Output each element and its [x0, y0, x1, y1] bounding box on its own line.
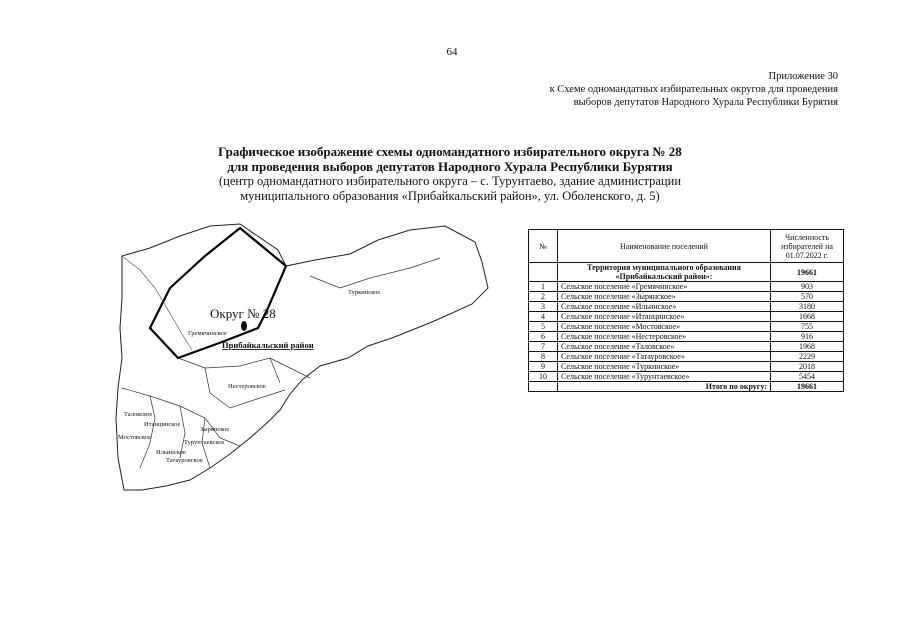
row-no: 5	[529, 322, 558, 332]
title-line-1: Графическое изображение схемы одномандатного избирательного округа № 28	[218, 144, 682, 159]
table-header-row	[529, 230, 844, 263]
row-no: 6	[529, 332, 558, 342]
page-number: 64	[446, 46, 458, 58]
appendix-line-2: к Схеме одномандатных избирательных округов для проведения	[549, 84, 838, 95]
row-value: 1668	[771, 312, 844, 322]
title-line-3: (центр одномандатного избирательного округа – с. Турунтаево, здание администрации	[218, 174, 682, 188]
label-turkinskoe: Туркинское	[348, 289, 381, 296]
table-row	[529, 372, 844, 382]
table-row	[529, 342, 844, 352]
row-value: 5454	[771, 372, 844, 382]
row-no: 10	[529, 372, 558, 382]
row-value: 3180	[771, 302, 844, 312]
label-ilyinskoe: Ильинское	[156, 449, 186, 456]
label-itancinskoe: Итанцинское	[144, 421, 181, 428]
table-row	[529, 282, 844, 292]
row-no: 8	[529, 352, 558, 362]
label-mostovskoe: Мостовское	[118, 434, 151, 441]
district-boundary	[150, 228, 286, 358]
header-no: №	[529, 230, 558, 263]
row-value: 755	[771, 322, 844, 332]
appendix-line-1: Приложение 30	[768, 71, 838, 82]
total-no	[529, 382, 558, 392]
lake-marker	[241, 321, 247, 331]
row-value: 2229	[771, 352, 844, 362]
row-value: 570	[771, 292, 844, 302]
population-table	[528, 229, 844, 392]
title-line-2: для проведения выборов депутатов Народного Хурала Республики Бурятия	[227, 159, 673, 174]
row-value: 1968	[771, 342, 844, 352]
row-no: 7	[529, 342, 558, 352]
table-row	[529, 312, 844, 322]
label-nesterovskoe: Нестеровское	[228, 383, 266, 390]
row-no: 3	[529, 302, 558, 312]
header-population: Численность избирателей на 01.07.2022 г.	[771, 230, 844, 263]
row-name: Сельское поселение «Таловское»	[558, 342, 771, 352]
appendix-line-3: выборов депутатов Народного Хурала Республики Бурятия	[573, 97, 838, 108]
label-tataurovskoe: Татауровское	[166, 457, 203, 464]
row-no: 4	[529, 312, 558, 322]
row-no: 1	[529, 282, 558, 292]
territory-row	[529, 263, 844, 282]
row-no: 2	[529, 292, 558, 302]
row-value: 903	[771, 282, 844, 292]
row-name: Сельское поселение «Туркинское»	[558, 362, 771, 372]
table-row	[529, 322, 844, 332]
row-value: 916	[771, 332, 844, 342]
row-name: Сельское поселение «Итанцинское»	[558, 312, 771, 322]
row-name: Сельское поселение «Гремячинское»	[558, 282, 771, 292]
territory-no	[529, 263, 558, 282]
district-map	[110, 218, 510, 498]
territory-label: Территория муниципального образования «Прибайкальский район»:	[558, 263, 771, 282]
label-turuntaevskoe: Турунтаевское	[184, 439, 225, 446]
row-name: Сельское поселение «Ильинское»	[558, 302, 771, 312]
table-row	[529, 352, 844, 362]
row-name: Сельское поселение «Татауровское»	[558, 352, 771, 362]
table-row	[529, 332, 844, 342]
table-row	[529, 302, 844, 312]
table-row	[529, 292, 844, 302]
table-row	[529, 362, 844, 372]
label-gremyachinskoe: Гремячинское	[188, 330, 227, 337]
row-name: Сельское поселение «Турунтаевское»	[558, 372, 771, 382]
header-name: Наименование поселений	[558, 230, 771, 263]
total-label: Итого по округу:	[558, 382, 771, 392]
total-row	[529, 382, 844, 392]
region-label: Прибайкальский район	[222, 340, 314, 350]
label-talovskoe: Таловское	[124, 411, 153, 418]
district-label: Округ № 28	[210, 306, 276, 321]
document-title	[150, 144, 750, 204]
label-zyryanskoe: Зырянское	[200, 426, 230, 433]
row-name: Сельское поселение «Зырянское»	[558, 292, 771, 302]
appendix-note	[550, 70, 838, 109]
title-line-4: муниципального образования «Прибайкальский район», ул. Оболенского, д. 5)	[240, 189, 660, 203]
territory-value: 19661	[771, 263, 844, 282]
row-value: 2018	[771, 362, 844, 372]
total-value: 19661	[771, 382, 844, 392]
row-name: Сельское поселение «Нестеровское»	[558, 332, 771, 342]
row-no: 9	[529, 362, 558, 372]
row-name: Сельское поселение «Мостовское»	[558, 322, 771, 332]
